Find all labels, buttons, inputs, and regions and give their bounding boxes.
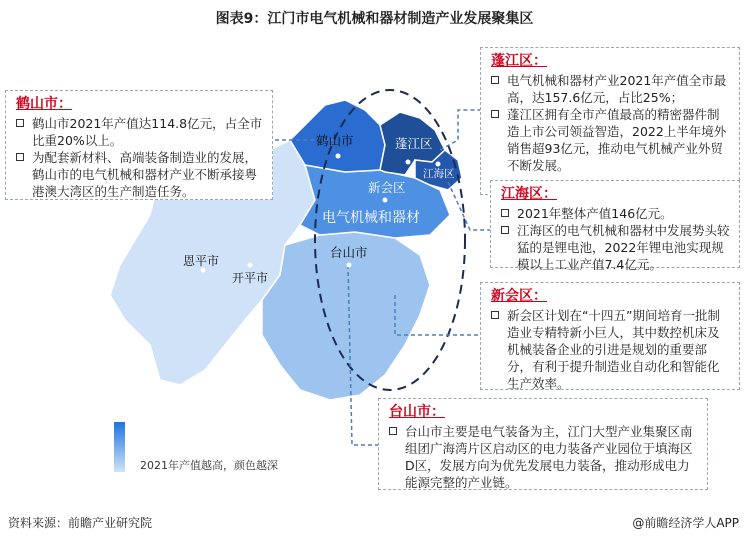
legend-text: 2021年产值越高，颜色越深: [140, 459, 278, 472]
callout-taishan-item: 台山市主要是电气装备为主，江门大型产业集聚区南组团广海湾片区启动区的电力装备产业园位于填海区D区，发展方向为优先发展电力装备，推动形成电力能源完整的产业链。: [389, 423, 699, 491]
label-cluster: 电气机械和器材: [322, 210, 420, 226]
callout-pengjiang-item: 蓬江区拥有全市产值最高的精密器件制造上市公司领益智造，2022上半年境外销售超93亿元，推动电气机械产业外贸不断发展。: [491, 106, 731, 174]
callout-xinhui-header: 新会区：: [491, 288, 547, 304]
label-pengjiang: 蓬江区: [395, 136, 433, 151]
page-title: 图表9：江门市电气机械和器材制造产业发展聚集区: [215, 11, 534, 27]
label-taishan: 台山市: [330, 245, 368, 260]
callout-xinhui-item: 新会区计划在“十四五”期间培育一批制造业专精特新小巨人，其中数控机床及机械装备企业的引进是规划的重要部分，有利于提升制造业自动化和智能化生产效率。: [491, 307, 731, 392]
connector-pengjiang: [440, 110, 480, 150]
callout-taishan: [378, 398, 708, 490]
callout-heshan-header: 鹤山市：: [16, 96, 72, 112]
callout-heshan: [5, 90, 273, 200]
callout-jianghai-header: 江海区：: [501, 186, 557, 202]
callout-jianghai: [490, 180, 740, 272]
xinhui-dot: [383, 198, 388, 203]
callout-xinhui: [480, 282, 740, 390]
callout-jianghai-item: 江海区的电气机械和器材中发展势头较猛的是锂电池，2022年锂电池实现规模以上工业产值7.4亿元。: [501, 222, 731, 273]
kaiping-dot: [248, 263, 253, 268]
callout-taishan-header: 台山市：: [389, 404, 445, 420]
callout-pengjiang: [480, 47, 740, 195]
footer-source: 资料来源：前瞻产业研究院: [8, 516, 153, 530]
heshan-dot: [336, 154, 341, 159]
callout-pengjiang-header: 蓬江区：: [491, 53, 547, 69]
label-xinhui: 新会区: [368, 180, 406, 195]
label-jianghai: 江海区: [423, 168, 455, 180]
taishan-dot: [347, 263, 352, 268]
label-heshan: 鹤山市: [316, 133, 354, 148]
pengjiang-dot: [406, 160, 411, 165]
enping-dot: [201, 268, 206, 273]
label-kaiping: 开平市: [232, 271, 269, 285]
jianghai-dot: [436, 162, 441, 167]
label-enping: 恩平市: [183, 254, 220, 268]
callout-heshan-item: 鹤山市2021年产值达114.8亿元，占全市比重20%以上。: [16, 115, 264, 149]
callout-jianghai-item: 2021年整体产值146亿元。: [501, 205, 731, 222]
legend-gradient: [114, 422, 125, 472]
callout-heshan-item: 为配套新材料、高端装备制造业的发展，鹤山市的电气机械和器材产业不断承接粤港澳大湾区的生产制造任务。: [16, 149, 264, 200]
callout-pengjiang-item: 电气机械和器材产业2021年产值全市最高，达157.6亿元，占比25%；: [491, 72, 731, 106]
footer-brand: @前瞻经济学人APP: [632, 516, 739, 530]
